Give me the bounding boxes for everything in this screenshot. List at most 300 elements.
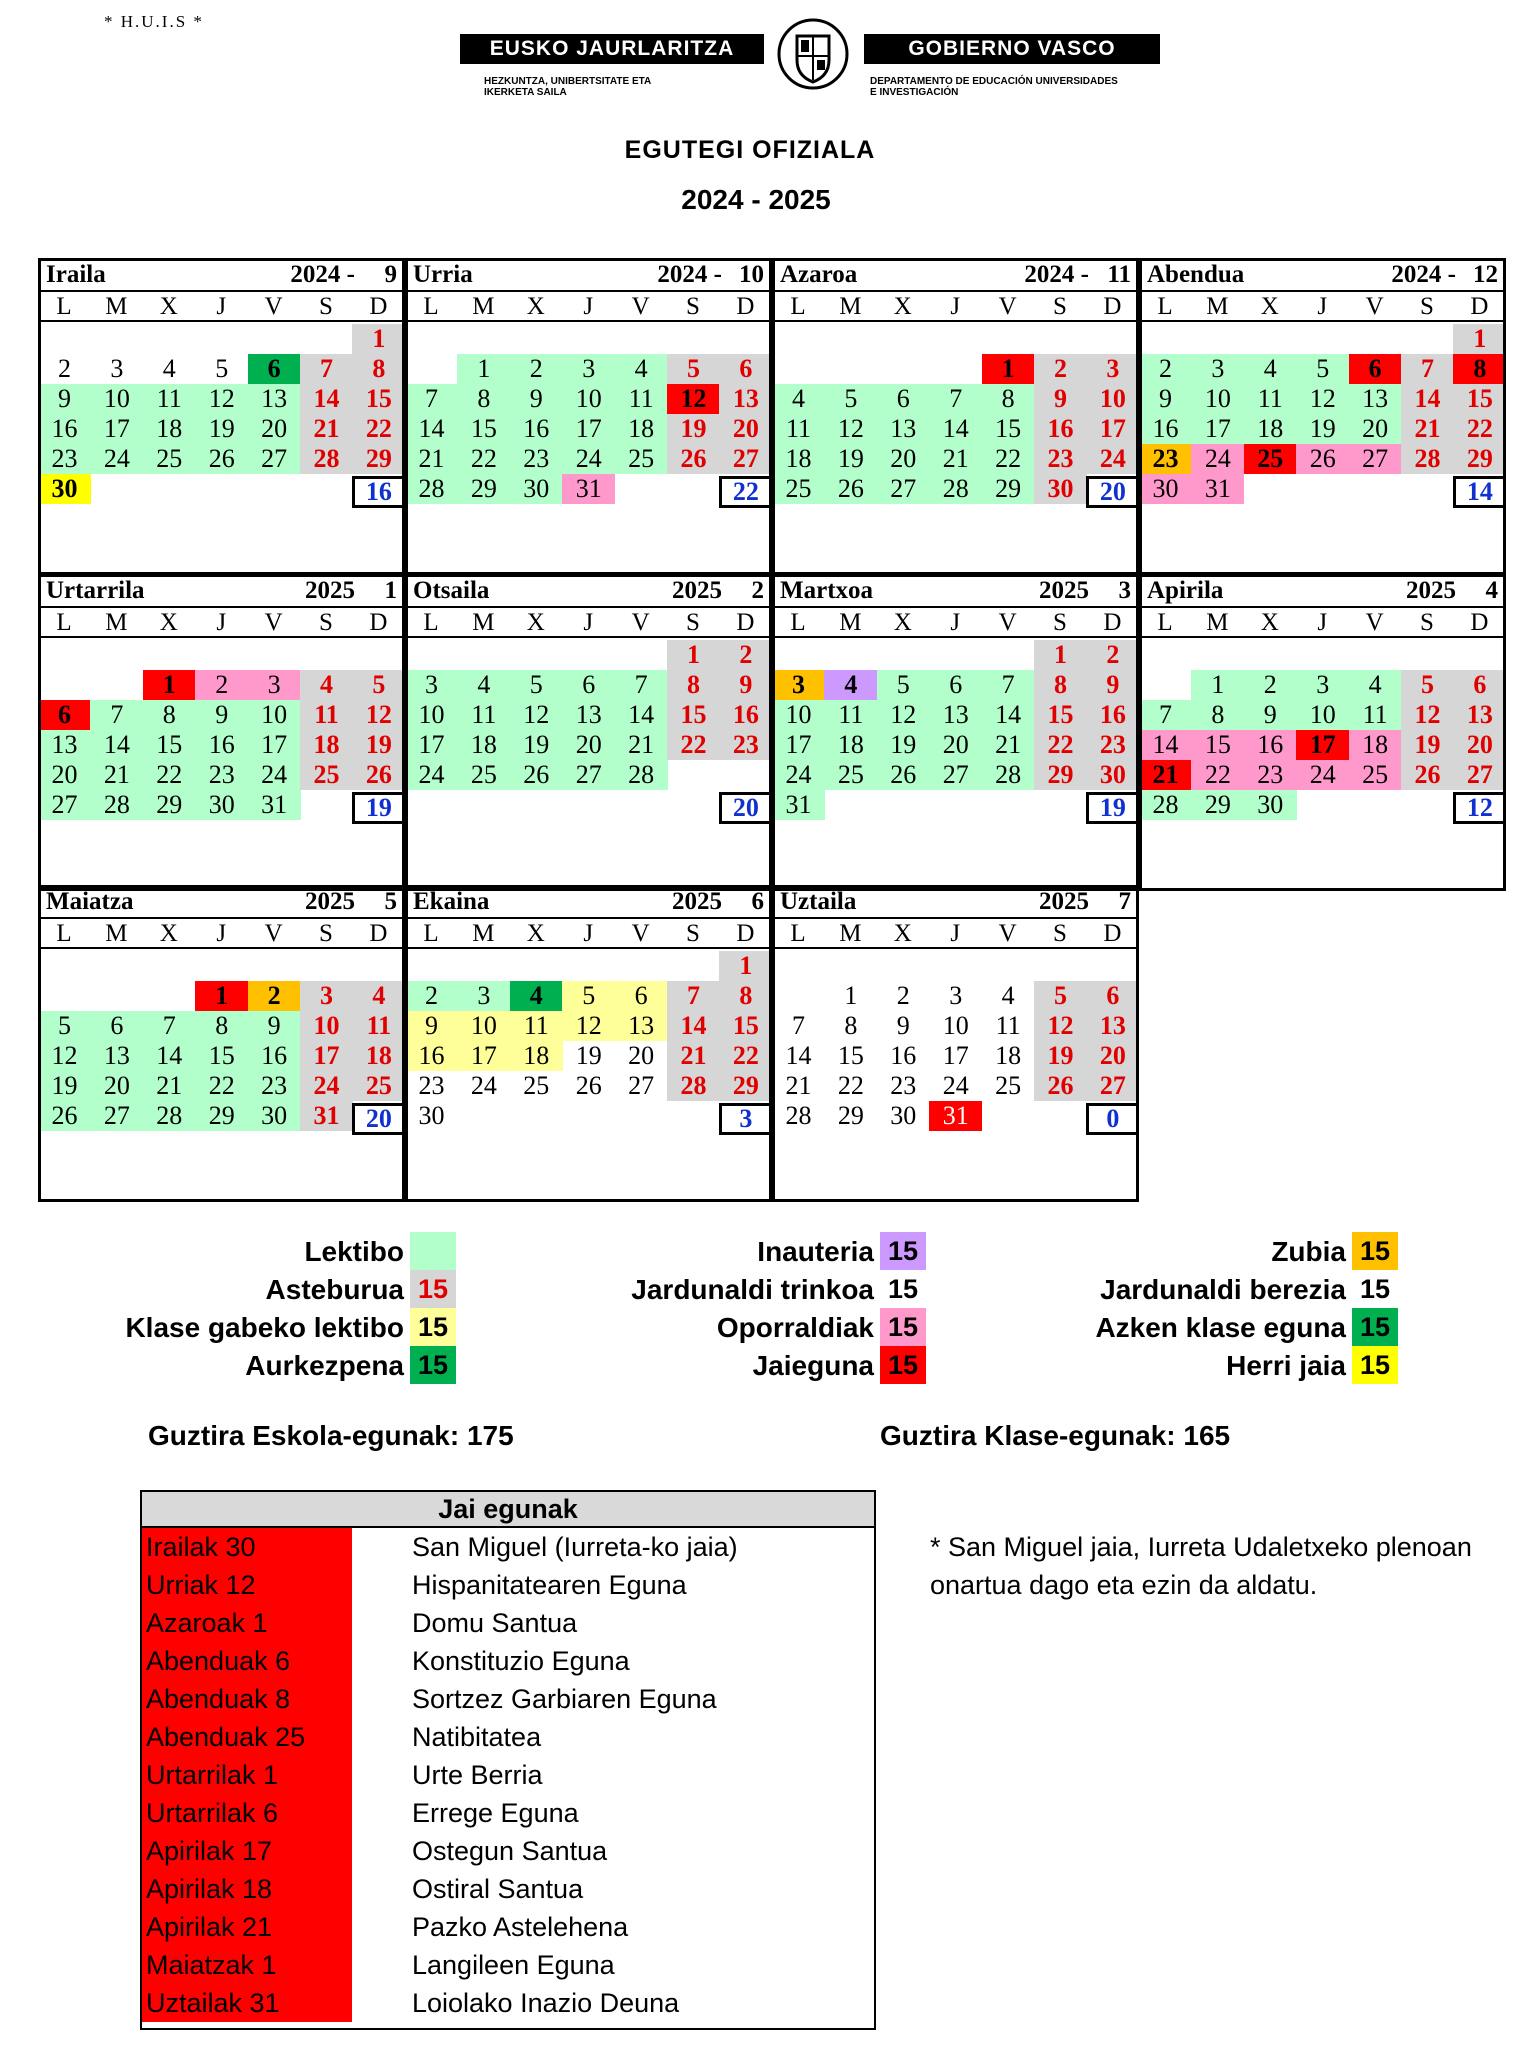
- legend-swatch: 15: [887, 1274, 919, 1304]
- weekday-label: D: [1103, 293, 1122, 320]
- day-cell: 28: [615, 760, 668, 790]
- weekday-label: D: [1470, 293, 1489, 320]
- day-cell: 8: [1034, 670, 1087, 700]
- day-cell: 16: [1034, 414, 1087, 444]
- day-cell: 8: [1453, 354, 1506, 384]
- day-cell: 15: [352, 384, 405, 414]
- legend-label: Jardunaldi berezia: [1100, 1274, 1346, 1305]
- day-cell: 3: [772, 670, 825, 700]
- day-cell: 7: [667, 981, 720, 1011]
- legend-item: [466, 1270, 926, 1308]
- holiday-date: Abenduak 6: [142, 1642, 352, 1680]
- day-cell: 14: [785, 1041, 812, 1070]
- weekday-label: X: [1260, 609, 1279, 636]
- month-year: 2025: [1039, 888, 1089, 915]
- weekday-label: L: [423, 293, 439, 320]
- day-cell: 5: [352, 670, 405, 700]
- weekday-label: M: [839, 920, 862, 947]
- holiday-name: Pazko Astelehena: [412, 1912, 629, 1942]
- day-cell: 31: [562, 474, 615, 504]
- day-cell: 3: [949, 981, 963, 1010]
- legend-item: [0, 1232, 456, 1270]
- weekday-label: X: [893, 920, 912, 947]
- weekday-label: S: [1420, 609, 1434, 636]
- day-cell: 30: [890, 1101, 917, 1130]
- day-cell: 12: [667, 384, 720, 414]
- day-cell: 11: [352, 1011, 405, 1041]
- holiday-name: Langileen Eguna: [412, 1950, 615, 1980]
- day-cell: 19: [1034, 1041, 1087, 1071]
- holiday-row: [142, 1946, 874, 1984]
- day-cell: 20: [562, 730, 615, 760]
- weekday-label: S: [319, 609, 333, 636]
- month-header: [772, 574, 1139, 608]
- day-cell: 26: [352, 760, 405, 790]
- month-year: 2025: [305, 577, 355, 604]
- day-cell: 1: [1034, 640, 1087, 670]
- month-total: 12: [1453, 792, 1506, 824]
- day-cell: 22: [195, 1071, 248, 1101]
- day-cell: 14: [1139, 730, 1192, 760]
- legend-label: Jardunaldi trinkoa: [631, 1274, 874, 1305]
- legend-swatch: [410, 1232, 456, 1270]
- day-cell: 19: [195, 414, 248, 444]
- holiday-name: Konstituzio Eguna: [412, 1646, 630, 1676]
- day-cell: 13: [877, 414, 930, 444]
- day-cell: 13: [90, 1041, 143, 1071]
- day-cell: 5: [1034, 981, 1087, 1011]
- month-header: [1139, 258, 1506, 292]
- holiday-row: [142, 1832, 874, 1870]
- weekday-label: L: [56, 609, 72, 636]
- day-cell: 25: [615, 444, 668, 474]
- day-cell: 11: [510, 1011, 563, 1041]
- day-cell: 10: [300, 1011, 353, 1041]
- day-cell: 28: [143, 1101, 196, 1131]
- day-cell: 31: [248, 790, 301, 820]
- day-cell: 12: [195, 384, 248, 414]
- day-cell: 28: [405, 474, 458, 504]
- day-cell: 22: [143, 760, 196, 790]
- weekday-label: M: [1206, 609, 1229, 636]
- day-cell: 4: [510, 981, 563, 1011]
- day-cell: 3: [562, 354, 615, 384]
- day-cell: 6: [929, 670, 982, 700]
- holiday-date: Urtarrilak 6: [142, 1794, 352, 1832]
- holiday-row: [142, 1528, 874, 1566]
- day-cell: 29: [457, 474, 510, 504]
- weekday-label: X: [526, 920, 545, 947]
- day-cell: 19: [352, 730, 405, 760]
- month-year: 2025: [1406, 577, 1456, 604]
- day-cell: 11: [995, 1011, 1021, 1040]
- day-cell: 31: [300, 1101, 353, 1131]
- day-cell: 5: [667, 354, 720, 384]
- holiday-table-title: Jai egunak: [142, 1492, 874, 1528]
- month-header: [405, 258, 772, 292]
- day-cell: 28: [300, 444, 353, 474]
- day-cell: 9: [896, 1011, 910, 1040]
- day-cell: 19: [38, 1071, 91, 1101]
- month-number: 12: [1473, 261, 1498, 288]
- month-name: Martxoa: [780, 577, 874, 604]
- day-cell: 24: [248, 760, 301, 790]
- legend-item: [466, 1308, 926, 1346]
- month-year: 2025: [305, 888, 355, 915]
- month-header: [405, 574, 772, 608]
- day-cell: 21: [615, 730, 668, 760]
- month-year: 2025: [672, 577, 722, 604]
- legend-label: Aurkezpena: [245, 1350, 404, 1381]
- weekday-label: J: [583, 920, 594, 947]
- day-cell: 5: [1296, 354, 1349, 384]
- day-cell: 10: [405, 700, 458, 730]
- day-cell: 13: [719, 384, 772, 414]
- weekday-label: J: [950, 293, 961, 320]
- weekday-row: [38, 292, 405, 322]
- day-cell: 17: [90, 414, 143, 444]
- weekday-label: J: [216, 293, 227, 320]
- day-cell: 25: [352, 1071, 405, 1101]
- day-cell: 10: [1191, 384, 1244, 414]
- day-cell: 26: [1034, 1071, 1087, 1101]
- day-cell: 18: [457, 730, 510, 760]
- day-cell: 19: [667, 414, 720, 444]
- day-cell: 22: [719, 1041, 772, 1071]
- weekday-label: J: [1317, 293, 1328, 320]
- day-cell: 13: [1086, 1011, 1139, 1041]
- legend-item: [938, 1232, 1398, 1270]
- day-cell: 19: [510, 730, 563, 760]
- day-cell: 26: [877, 760, 930, 790]
- day-cell: 17: [772, 730, 825, 760]
- weekday-row: [405, 608, 772, 638]
- day-cell: 7: [405, 384, 458, 414]
- day-cell: 13: [562, 700, 615, 730]
- day-cell: 3: [405, 670, 458, 700]
- day-cell: 16: [405, 1041, 458, 1071]
- day-cell: 8: [457, 384, 510, 414]
- weekday-label: V: [264, 920, 283, 947]
- day-cell: 5: [510, 670, 563, 700]
- day-cell: 28: [1139, 790, 1192, 820]
- legend-swatch: 15: [1359, 1274, 1391, 1304]
- day-cell: 6: [877, 384, 930, 414]
- legend-item: [938, 1346, 1398, 1384]
- month-total: 22: [719, 476, 772, 508]
- day-cell: 9: [1034, 384, 1087, 414]
- day-cell: 23: [890, 1071, 917, 1100]
- month-total: 19: [1086, 792, 1139, 824]
- day-cell: 23: [1034, 444, 1087, 474]
- legend-label: Klase gabeko lektibo: [125, 1312, 404, 1343]
- day-cell: 9: [1139, 384, 1192, 414]
- weekday-label: S: [686, 609, 700, 636]
- weekday-label: V: [631, 920, 650, 947]
- weekday-label: S: [1053, 920, 1067, 947]
- month-urtarrila: [38, 574, 405, 891]
- holiday-name: Hispanitatearen Eguna: [412, 1570, 687, 1600]
- weekday-row: [1139, 292, 1506, 322]
- day-cell: 8: [352, 354, 405, 384]
- day-cell: 14: [667, 1011, 720, 1041]
- weekday-label: X: [1260, 293, 1279, 320]
- month-abendua: [1139, 258, 1506, 575]
- day-cell: 24: [90, 444, 143, 474]
- weekday-label: D: [369, 609, 388, 636]
- day-cell: 8: [982, 384, 1035, 414]
- day-cell: 30: [1086, 760, 1139, 790]
- legend-label: Herri jaia: [1226, 1350, 1346, 1381]
- day-cell: 12: [1401, 700, 1454, 730]
- holiday-name: Errege Eguna: [412, 1798, 579, 1828]
- day-cell: 27: [929, 760, 982, 790]
- weekday-label: D: [736, 609, 755, 636]
- month-azaroa: [772, 258, 1139, 575]
- day-cell: 16: [195, 730, 248, 760]
- holiday-row: [142, 1908, 874, 1946]
- month-ekaina: [405, 885, 772, 1202]
- weekday-label: L: [1157, 609, 1173, 636]
- day-cell: 20: [877, 444, 930, 474]
- day-cell: 14: [982, 700, 1035, 730]
- gov-name-spanish: GOBIERNO VASCO: [864, 34, 1160, 64]
- day-cell: 23: [418, 1071, 445, 1100]
- holiday-name: Ostiral Santua: [412, 1874, 584, 1904]
- day-cell: 19: [877, 730, 930, 760]
- day-cell: 3: [1086, 354, 1139, 384]
- weekday-label: M: [1206, 293, 1229, 320]
- day-cell: 9: [248, 1011, 301, 1041]
- day-cell: 2: [58, 354, 71, 383]
- legend-swatch: 15: [880, 1346, 926, 1384]
- weekday-label: S: [686, 920, 700, 947]
- day-cell: 19: [1401, 730, 1454, 760]
- day-cell: 1: [1453, 324, 1506, 354]
- day-cell: 10: [772, 700, 825, 730]
- day-cell: 30: [1139, 474, 1192, 504]
- day-cell: 6: [562, 670, 615, 700]
- day-cell: 23: [1139, 444, 1192, 474]
- day-cell: 2: [510, 354, 563, 384]
- day-cell: 13: [1453, 700, 1506, 730]
- day-cell: 14: [615, 700, 668, 730]
- day-cell: 27: [1086, 1071, 1139, 1101]
- day-cell: 18: [772, 444, 825, 474]
- total-class-days: Guztira Klase-egunak: 165: [880, 1420, 1231, 1451]
- day-cell: 29: [719, 1071, 772, 1101]
- holiday-date: Abenduak 25: [142, 1718, 352, 1756]
- weekday-row: [38, 919, 405, 949]
- month-uztaila: [772, 885, 1139, 1202]
- holiday-date: Apirilak 21: [142, 1908, 352, 1946]
- day-cell: 3: [110, 354, 124, 383]
- day-cell: 15: [667, 700, 720, 730]
- department-spanish: DEPARTAMENTO DE EDUCACIÓN UNIVERSIDADES E INVESTIGACIÓN: [870, 76, 1118, 98]
- weekday-label: J: [216, 920, 227, 947]
- month-header: [38, 574, 405, 608]
- day-cell: 12: [824, 414, 877, 444]
- day-cell: 20: [38, 760, 91, 790]
- legend-label: Azken klase eguna: [1095, 1312, 1346, 1343]
- day-cell: 10: [942, 1011, 969, 1040]
- holiday-date: Maiatzak 1: [142, 1946, 352, 1984]
- day-cell: 11: [1244, 384, 1297, 414]
- holiday-name: Natibitatea: [412, 1722, 542, 1752]
- month-name: Ekaina: [413, 888, 490, 915]
- legend-item: [466, 1232, 926, 1270]
- day-cell: 20: [628, 1041, 655, 1070]
- day-cell: 31: [929, 1101, 982, 1131]
- day-cell: 23: [248, 1071, 301, 1101]
- day-cell: 30: [418, 1101, 445, 1130]
- day-cell: 14: [405, 414, 458, 444]
- month-name: Uztaila: [780, 888, 857, 915]
- day-cell: 7: [143, 1011, 196, 1041]
- weekday-label: X: [159, 293, 178, 320]
- day-cell: 26: [510, 760, 563, 790]
- day-cell: 25: [457, 760, 510, 790]
- day-cell: 30: [38, 474, 91, 504]
- weekday-label: J: [950, 609, 961, 636]
- day-cell: 29: [1453, 444, 1506, 474]
- weekday-label: D: [736, 293, 755, 320]
- day-cell: 10: [1296, 700, 1349, 730]
- legend-item: [466, 1346, 926, 1384]
- day-cell: 11: [143, 384, 196, 414]
- day-cell: 2: [195, 670, 248, 700]
- day-cell: 18: [1349, 730, 1402, 760]
- day-cell: 25: [995, 1071, 1022, 1100]
- day-cell: 22: [837, 1071, 864, 1100]
- day-cell: 12: [1296, 384, 1349, 414]
- legend-label: Inauteria: [757, 1236, 874, 1267]
- day-cell: 3: [1296, 670, 1349, 700]
- legend-item: [0, 1308, 456, 1346]
- day-cell: 21: [982, 730, 1035, 760]
- month-total: 3: [719, 1103, 772, 1135]
- month-total: 20: [1086, 476, 1139, 508]
- month-number: 7: [1118, 888, 1131, 915]
- legend-label: Oporraldiak: [716, 1312, 874, 1343]
- day-cell: 18: [615, 414, 668, 444]
- day-cell: 6: [1349, 354, 1402, 384]
- weekday-label: M: [472, 293, 495, 320]
- day-cell: 10: [248, 700, 301, 730]
- day-cell: 18: [995, 1041, 1022, 1070]
- day-cell: 24: [942, 1071, 969, 1100]
- month-number: 1: [384, 577, 397, 604]
- weekday-label: V: [998, 293, 1017, 320]
- day-cell: 15: [837, 1041, 864, 1070]
- day-cell: 30: [510, 474, 563, 504]
- day-cell: 17: [1296, 730, 1349, 760]
- day-cell: 15: [719, 1011, 772, 1041]
- legend-swatch: 15: [410, 1270, 456, 1308]
- weekday-label: V: [631, 609, 650, 636]
- legend-item: [938, 1270, 1398, 1308]
- weekday-label: S: [1053, 609, 1067, 636]
- weekday-label: L: [790, 293, 806, 320]
- department-basque: HEZKUNTZA, UNIBERTSITATE ETA IKERKETA SAILA: [484, 76, 651, 98]
- day-cell: 15: [195, 1041, 248, 1071]
- weekday-label: L: [56, 920, 72, 947]
- month-martxoa: [772, 574, 1139, 891]
- day-cell: 5: [824, 384, 877, 414]
- day-cell: 4: [352, 981, 405, 1011]
- month-number: 2: [751, 577, 764, 604]
- day-cell: 2: [896, 981, 910, 1010]
- day-cell: 26: [824, 474, 877, 504]
- day-cell: 5: [877, 670, 930, 700]
- day-cell: 26: [195, 444, 248, 474]
- weekday-label: L: [423, 609, 439, 636]
- day-cell: 24: [405, 760, 458, 790]
- total-school-days: Guztira Eskola-egunak: 175: [148, 1420, 514, 1451]
- weekday-label: S: [1053, 293, 1067, 320]
- day-cell: 1: [457, 354, 510, 384]
- month-header: [405, 885, 772, 919]
- holiday-date: Irailak 30: [142, 1528, 352, 1566]
- month-name: Otsaila: [413, 577, 490, 604]
- day-cell: 13: [38, 730, 91, 760]
- weekday-label: S: [1420, 293, 1434, 320]
- day-cell: 24: [1296, 760, 1349, 790]
- month-number: 11: [1107, 261, 1131, 288]
- holiday-date: Apirilak 18: [142, 1870, 352, 1908]
- month-header: [772, 258, 1139, 292]
- weekday-label: J: [216, 609, 227, 636]
- holiday-date: Uztailak 31: [142, 1984, 352, 2022]
- day-cell: 11: [615, 384, 668, 414]
- day-cell: 6: [1453, 670, 1506, 700]
- day-cell: 6: [719, 354, 772, 384]
- weekday-label: M: [105, 920, 128, 947]
- weekday-row: [405, 292, 772, 322]
- legend-swatch: 15: [410, 1346, 456, 1384]
- holiday-row: [142, 1718, 874, 1756]
- day-cell: 4: [1349, 670, 1402, 700]
- day-cell: 5: [215, 354, 229, 383]
- day-cell: 28: [982, 760, 1035, 790]
- month-urria: [405, 258, 772, 575]
- day-cell: 27: [90, 1101, 143, 1131]
- day-cell: 20: [90, 1071, 143, 1101]
- day-cell: 12: [1034, 1011, 1087, 1041]
- day-cell: 25: [300, 760, 353, 790]
- holiday-name: Urte Berria: [412, 1760, 543, 1790]
- weekday-row: [772, 608, 1139, 638]
- day-cell: 16: [248, 1041, 301, 1071]
- legend-swatch: 15: [880, 1308, 926, 1346]
- day-cell: 2: [1244, 670, 1297, 700]
- san-miguel-note: * San Miguel jaia, Iurreta Udaletxeko plenoan onartua dago eta ezin da aldatu.: [930, 1532, 1472, 1600]
- day-cell: 1: [1191, 670, 1244, 700]
- weekday-label: M: [839, 609, 862, 636]
- day-cell: 29: [1191, 790, 1244, 820]
- month-year: 2025: [672, 888, 722, 915]
- holiday-table: [140, 1490, 876, 2030]
- weekday-label: V: [998, 920, 1017, 947]
- day-cell: 9: [195, 700, 248, 730]
- month-total: 20: [352, 1103, 405, 1135]
- weekday-row: [772, 919, 1139, 949]
- day-cell: 15: [1034, 700, 1087, 730]
- day-cell: 7: [792, 1011, 805, 1040]
- weekday-label: V: [998, 609, 1017, 636]
- legend-label: Jaieguna: [752, 1350, 874, 1381]
- holiday-date: Urriak 12: [142, 1566, 352, 1604]
